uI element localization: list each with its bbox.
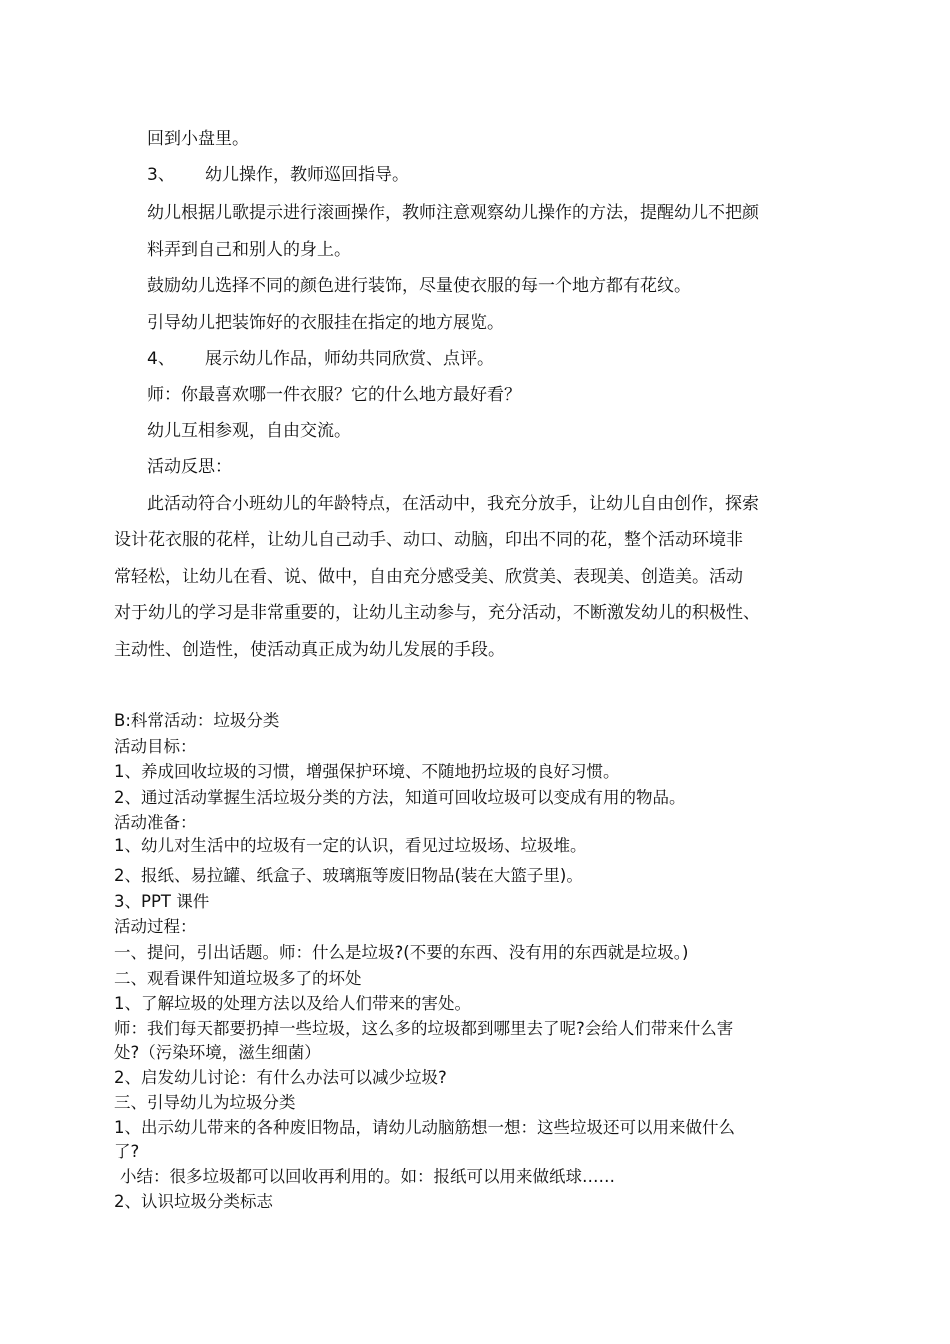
text-line: 回到小盘里。	[147, 129, 249, 149]
text-line: 幼儿互相参观，自由交流。	[147, 421, 351, 441]
list-item: 2、认识垃圾分类标志	[114, 1192, 273, 1211]
list-item: 2、报纸、易拉罐、纸盒子、玻璃瓶等废旧物品(装在大篮子里)。	[114, 866, 583, 885]
text-line: 料弄到自己和别人的身上。	[147, 240, 351, 260]
section-heading: 活动反思：	[147, 457, 232, 477]
list-item: 了?	[114, 1142, 140, 1161]
step-text: 幼儿操作，教师巡回指导。	[205, 165, 409, 185]
list-item: 2、通过活动掌握生活垃圾分类的方法，知道可回收垃圾可以变成有用的物品。	[114, 788, 686, 807]
list-item: 2、启发幼儿讨论：有什么办法可以减少垃圾?	[114, 1068, 447, 1087]
text-line: 鼓励幼儿选择不同的颜色进行装饰，尽量使衣服的每一个地方都有花纹。	[147, 276, 691, 296]
list-item: 三、引导幼儿为垃圾分类	[114, 1093, 296, 1112]
list-item: 二、观看课件知道垃圾多了的坏处	[114, 969, 362, 988]
list-item: 一、提问，引出话题。师：什么是垃圾?(不要的东西、没有用的东西就是垃圾。)	[114, 943, 689, 962]
list-item: 1、养成回收垃圾的习惯，增强保护环境、不随地扔垃圾的良好习惯。	[114, 762, 620, 781]
section-heading: 活动目标：	[114, 737, 197, 756]
paragraph-line: 对于幼儿的学习是非常重要的，让幼儿主动参与，充分活动，不断激发幼儿的积极性、	[114, 603, 760, 623]
text-line: 幼儿根据儿歌提示进行滚画操作，教师注意观察幼儿操作的方法，提醒幼儿不把颜	[147, 203, 759, 223]
paragraph-line: 常轻松，让幼儿在看、说、做中，自由充分感受美、欣赏美、表现美、创造美。活动	[114, 567, 743, 587]
section-heading: 活动过程：	[114, 917, 197, 936]
activity-title: B:科常活动：垃圾分类	[114, 711, 280, 730]
step-number: 4、	[147, 349, 175, 369]
text-line: 引导幼儿把装饰好的衣服挂在指定的地方展览。	[147, 313, 504, 333]
list-item: 1、幼儿对生活中的垃圾有一定的认识，看见过垃圾场、垃圾堆。	[114, 836, 587, 855]
list-item: 小结：很多垃圾都可以回收再利用的。如：报纸可以用来做纸球……	[120, 1167, 615, 1186]
list-item: 1、出示幼儿带来的各种废旧物品，请幼儿动脑筋想一想：这些垃圾还可以用来做什么	[114, 1118, 735, 1137]
step-number: 3、	[147, 165, 175, 185]
list-item: 1、了解垃圾的处理方法以及给人们带来的害处。	[114, 994, 471, 1013]
section-heading: 活动准备：	[114, 813, 197, 832]
paragraph-line: 此活动符合小班幼儿的年龄特点，在活动中，我充分放手，让幼儿自由创作，探索	[147, 494, 759, 514]
text-line: 师：你最喜欢哪一件衣服？它的什么地方最好看？	[147, 385, 521, 405]
list-item: 3、PPT 课件	[114, 892, 210, 911]
list-item: 师：我们每天都要扔掉一些垃圾，这么多的垃圾都到哪里去了呢?会给人们带来什么害	[114, 1019, 734, 1038]
paragraph-line: 主动性、创造性，使活动真正成为幼儿发展的手段。	[114, 640, 505, 660]
step-text: 展示幼儿作品，师幼共同欣赏、点评。	[205, 349, 494, 369]
paragraph-line: 设计花衣服的花样，让幼儿自己动手、动口、动脑，印出不同的花，整个活动环境非	[114, 530, 743, 550]
list-item: 处?（污染环境，滋生细菌）	[114, 1043, 321, 1062]
